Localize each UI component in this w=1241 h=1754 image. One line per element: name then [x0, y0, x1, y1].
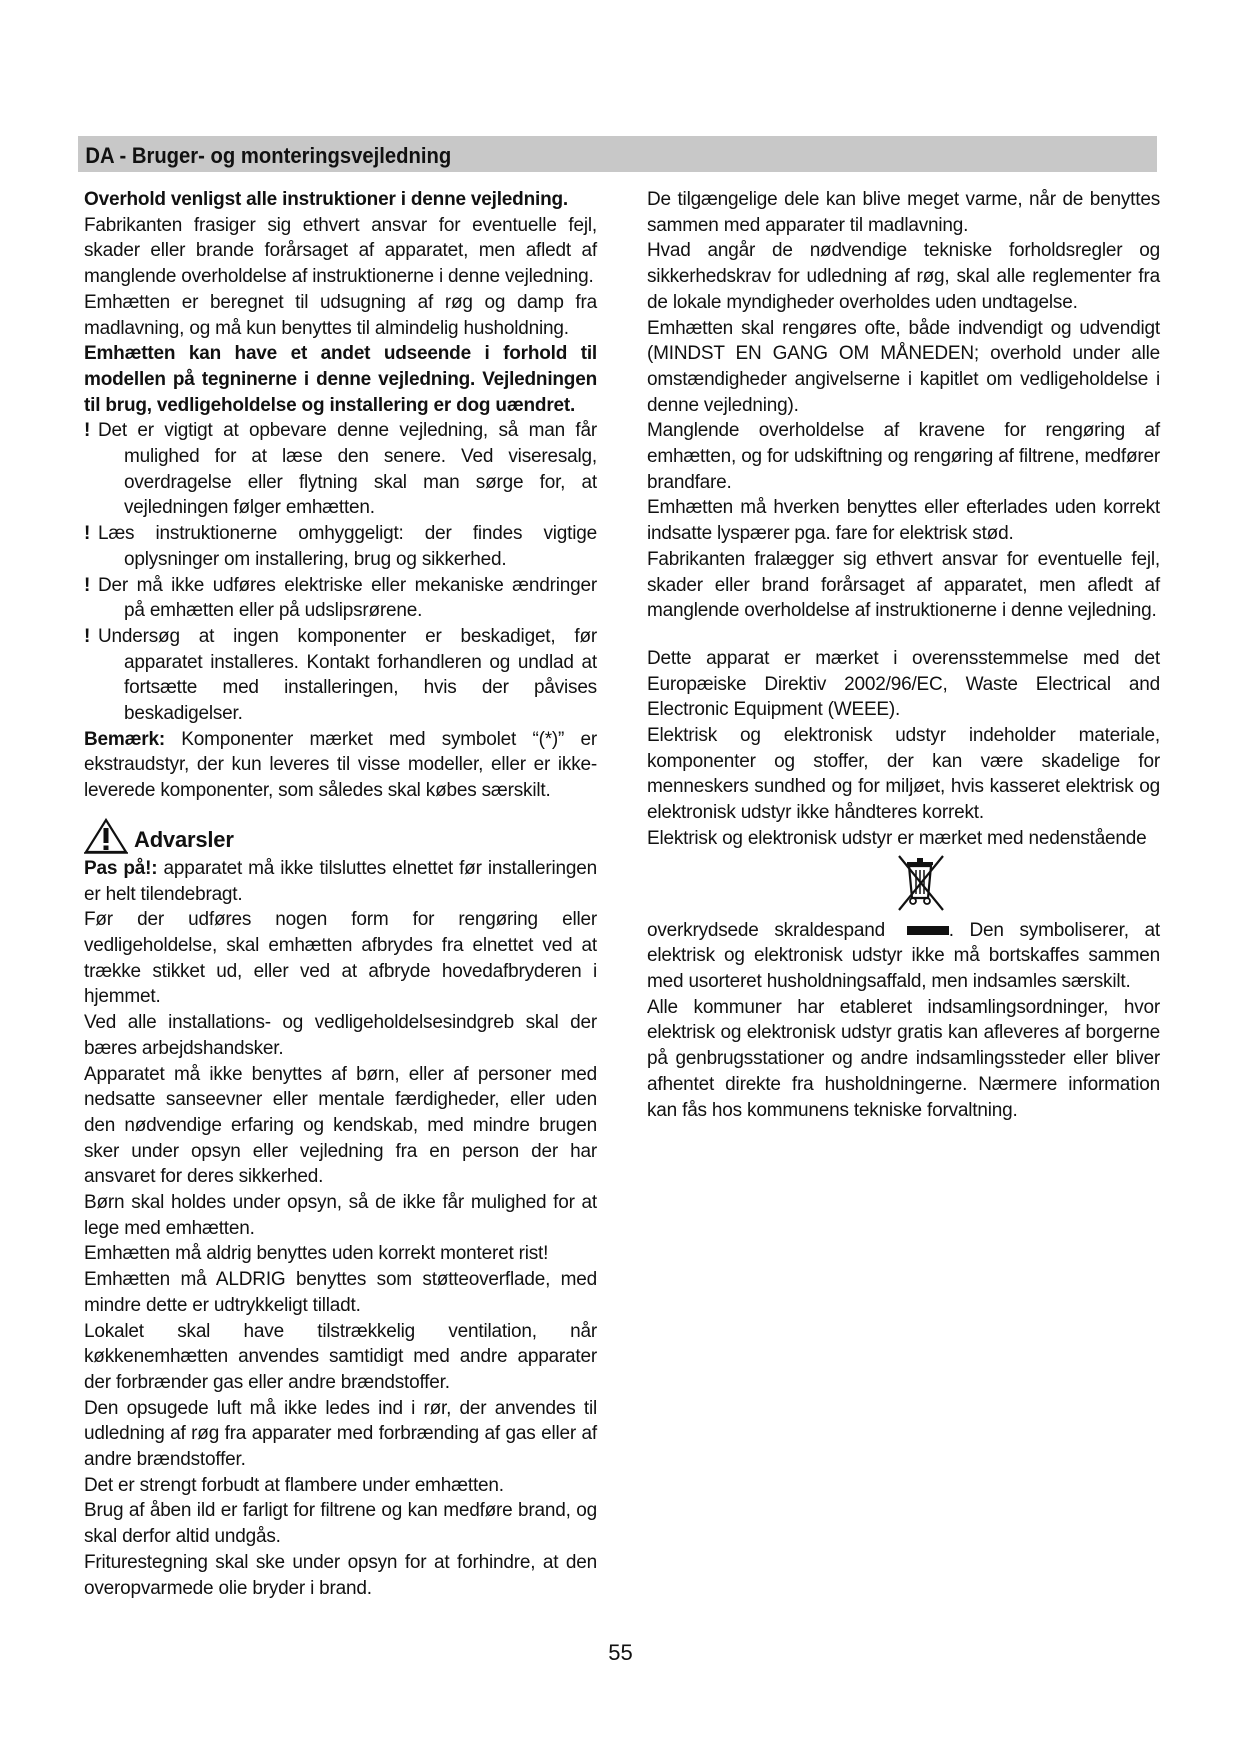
- intro-text-2: Emhætten er beregnet til udsugning af røg og damp fra madlavning, og må kun benyttes til almindelig husholdning.: [84, 291, 597, 339]
- bullet-item: ! Læs instruktionerne omhyggeligt: der findes vigtige oplysninger om installering, brug og sikkerhed.: [84, 523, 597, 570]
- warning-item: Den opsugede luft må ikke ledes ind i rør, der anvendes til udledning af røg fra apparater med forbrænding af gas eller af andre brændstoffer.: [84, 1397, 597, 1471]
- right-column: [647, 187, 1160, 1123]
- bullet-item: ! Der må ikke udføres elektriske eller mekaniske ændringer på emhætten eller på udslipsrørene.: [84, 574, 597, 622]
- warning-item: Børn skal holdes under opsyn, så de ikke får mulighed for at lege med emhætten.: [84, 1192, 597, 1239]
- final-paragraph: Alle kommuner har etableret indsamlingsordninger, hvor elektrisk og elektronisk udstyr gratis kan afleveres af borgerne på genbrugsstationer og andre indsamlingssteder eller bliver afhentet direkte fra husholdningerne. Nærmere information kan fås hos kommunens tekniske forvaltning.: [647, 996, 1160, 1121]
- weee-icon-row: [647, 852, 1160, 918]
- weee-paragraph: Elektrisk og elektronisk udstyr er mærket med nedenstående: [647, 827, 1147, 849]
- paragraph: Emhætten skal rengøres ofte, både indvendigt og udvendigt (MINDST EN GANG OM MÅNEDEN; overhold under alle omstændigheder angivelserne i kapitlet om vedligeholdelse i denne vejledning).: [647, 317, 1160, 416]
- warning-item: Friturestegning skal ske under opsyn for at forhindre, at den overopvarmede olie bryder i brand.: [84, 1551, 597, 1599]
- caution-text: apparatet må ikke tilsluttes elnettet før installeringen er helt tilendebragt.: [84, 857, 597, 905]
- warnings-heading: [84, 818, 597, 854]
- bullet-item: ! Undersøg at ingen komponenter er beskadiget, før apparatet installeres. Kontakt forhandleren og undlad at fortsætte med installeringen, hvis der påvises beskadigelser.: [84, 625, 597, 725]
- warning-item: Brug af åben ild er farligt for filtrene og kan medføre brand, og skal derfor altid undgås.: [84, 1500, 597, 1548]
- warning-item: Emhætten må aldrig benyttes uden korrekt monteret rist!: [84, 1243, 549, 1265]
- warning-item: Det er strengt forbudt at flambere under emhætten.: [84, 1474, 504, 1496]
- warning-item: Før der udføres nogen form for rengøring eller vedligeholdelse, skal emhætten afbrydes fra elnettet ved at trække stikket ud, eller ved at afbryde hovedafbryderen i hjemmet.: [84, 909, 597, 1008]
- bullet-item: ! Det er vigtigt at opbevare denne vejledning, så man får mulighed for at læse den senere. Ved viseresalg, overdragelse eller flytning skal man sørge for, at vejledningen følger emhætten.: [84, 420, 597, 519]
- weee-paragraph: Elektrisk og elektronisk udstyr indeholder materiale, komponenter og stoffer, der kan være skadelige for menneskers sundhed og for miljøet, hvis kasseret elektrisk og elektronisk udstyr ikke håndteres korrekt.: [647, 725, 1160, 824]
- caution: [84, 856, 597, 907]
- page-title: DA - Bruger- og monteringsvejledning: [85, 143, 452, 168]
- warning-triangle-icon: [84, 818, 128, 854]
- note-label: Bemærk:: [84, 728, 165, 750]
- section-header: [78, 136, 1157, 172]
- warnings-title: Advarsler: [134, 826, 234, 852]
- warning-item: Lokalet skal have tilstrækkelig ventilation, når køkkenemhætten anvendes samtidigt med andre apparater der forbrænder gas eller andre brændstoffer.: [84, 1320, 597, 1393]
- caution-label: Pas på!:: [84, 857, 158, 879]
- page-number: 55: [608, 1640, 633, 1665]
- weee-symbol-paragraph: overkrydsede skraldespand . Den symboliserer, at elektrisk og elektronisk udstyr ikke må bortskaffes sammen med usorteret husholdningsaffald, men indsamles særskilt.: [647, 919, 1160, 992]
- intro-bold-2: Emhætten kan have et andet udseende i forhold til modellen på tegninerne i denne vejledning. Vejledningen til brug, vedligeholdelse og installering er dog uændret.: [84, 343, 597, 416]
- paragraph: Emhætten må hverken benyttes eller efterlades uden korrekt indsatte lyspærer pga. fare for elektrisk stød.: [647, 497, 1160, 545]
- note-text: Komponenter mærket med symbolet “(*)” er ekstraudstyr, der kun leveres til visse modeller, eller er ikke-leverede komponenter, som således skal købes særskilt.: [84, 728, 597, 802]
- warning-item: Apparatet må ikke benyttes af børn, eller af personer med nedsatte sanseevner eller mentale færdigheder, eller uden den nødvendige erfaring og kendskab, med mindre brugen sker under opsyn eller vejledning fra en person der har ansvaret for deres sikkerhed.: [84, 1063, 597, 1188]
- weee-bar-icon: [907, 926, 949, 935]
- paragraph: Manglende overholdelse af kravene for rengøring af emhætten, og for udskiftning og rengøring af filtrene, medfører brandfare.: [647, 420, 1160, 493]
- warning-item: Emhætten må ALDRIG benyttes som støtteoverflade, med mindre dette er udtrykkeligt tilladt.: [84, 1269, 597, 1316]
- warning-item: Ved alle installations- og vedligeholdelsesindgreb skal der bæres arbejdshandsker.: [84, 1012, 597, 1059]
- paragraph: Fabrikanten fralægger sig ethvert ansvar for eventuelle fejl, skader eller brand forårsaget af apparatet, men afledt af manglende overholdelse af instruktionerne i denne vejledning.: [647, 548, 1160, 622]
- note: [84, 727, 597, 804]
- left-column: [84, 187, 597, 1601]
- spacer: [647, 624, 1160, 646]
- intro-bold: Overhold venligst alle instruktioner i denne vejledning.: [84, 189, 568, 210]
- intro-text: Fabrikanten frasiger sig ethvert ansvar for eventuelle fejl, skader eller brande forårsaget af apparatet, men afledt af manglende overholdelse af instruktionerne i denne vejledning.: [84, 214, 597, 288]
- paragraph: Hvad angår de nødvendige tekniske forholdsregler og sikkerhedskrav for udledning af røg, skal alle reglementer fra de lokale myndigheder overholdes uden undtagelse.: [647, 240, 1160, 313]
- weee-paragraph: Dette apparat er mærket i overensstemmelse med det Europæiske Direktiv 2002/96/EC, Waste Electrical and Electronic Equipment (WEEE).: [647, 647, 1160, 721]
- paragraph: De tilgængelige dele kan blive meget varme, når de benyttes sammen med apparater til madlavning.: [647, 189, 1160, 236]
- crossed-out-wheelie-bin-icon: [891, 852, 951, 916]
